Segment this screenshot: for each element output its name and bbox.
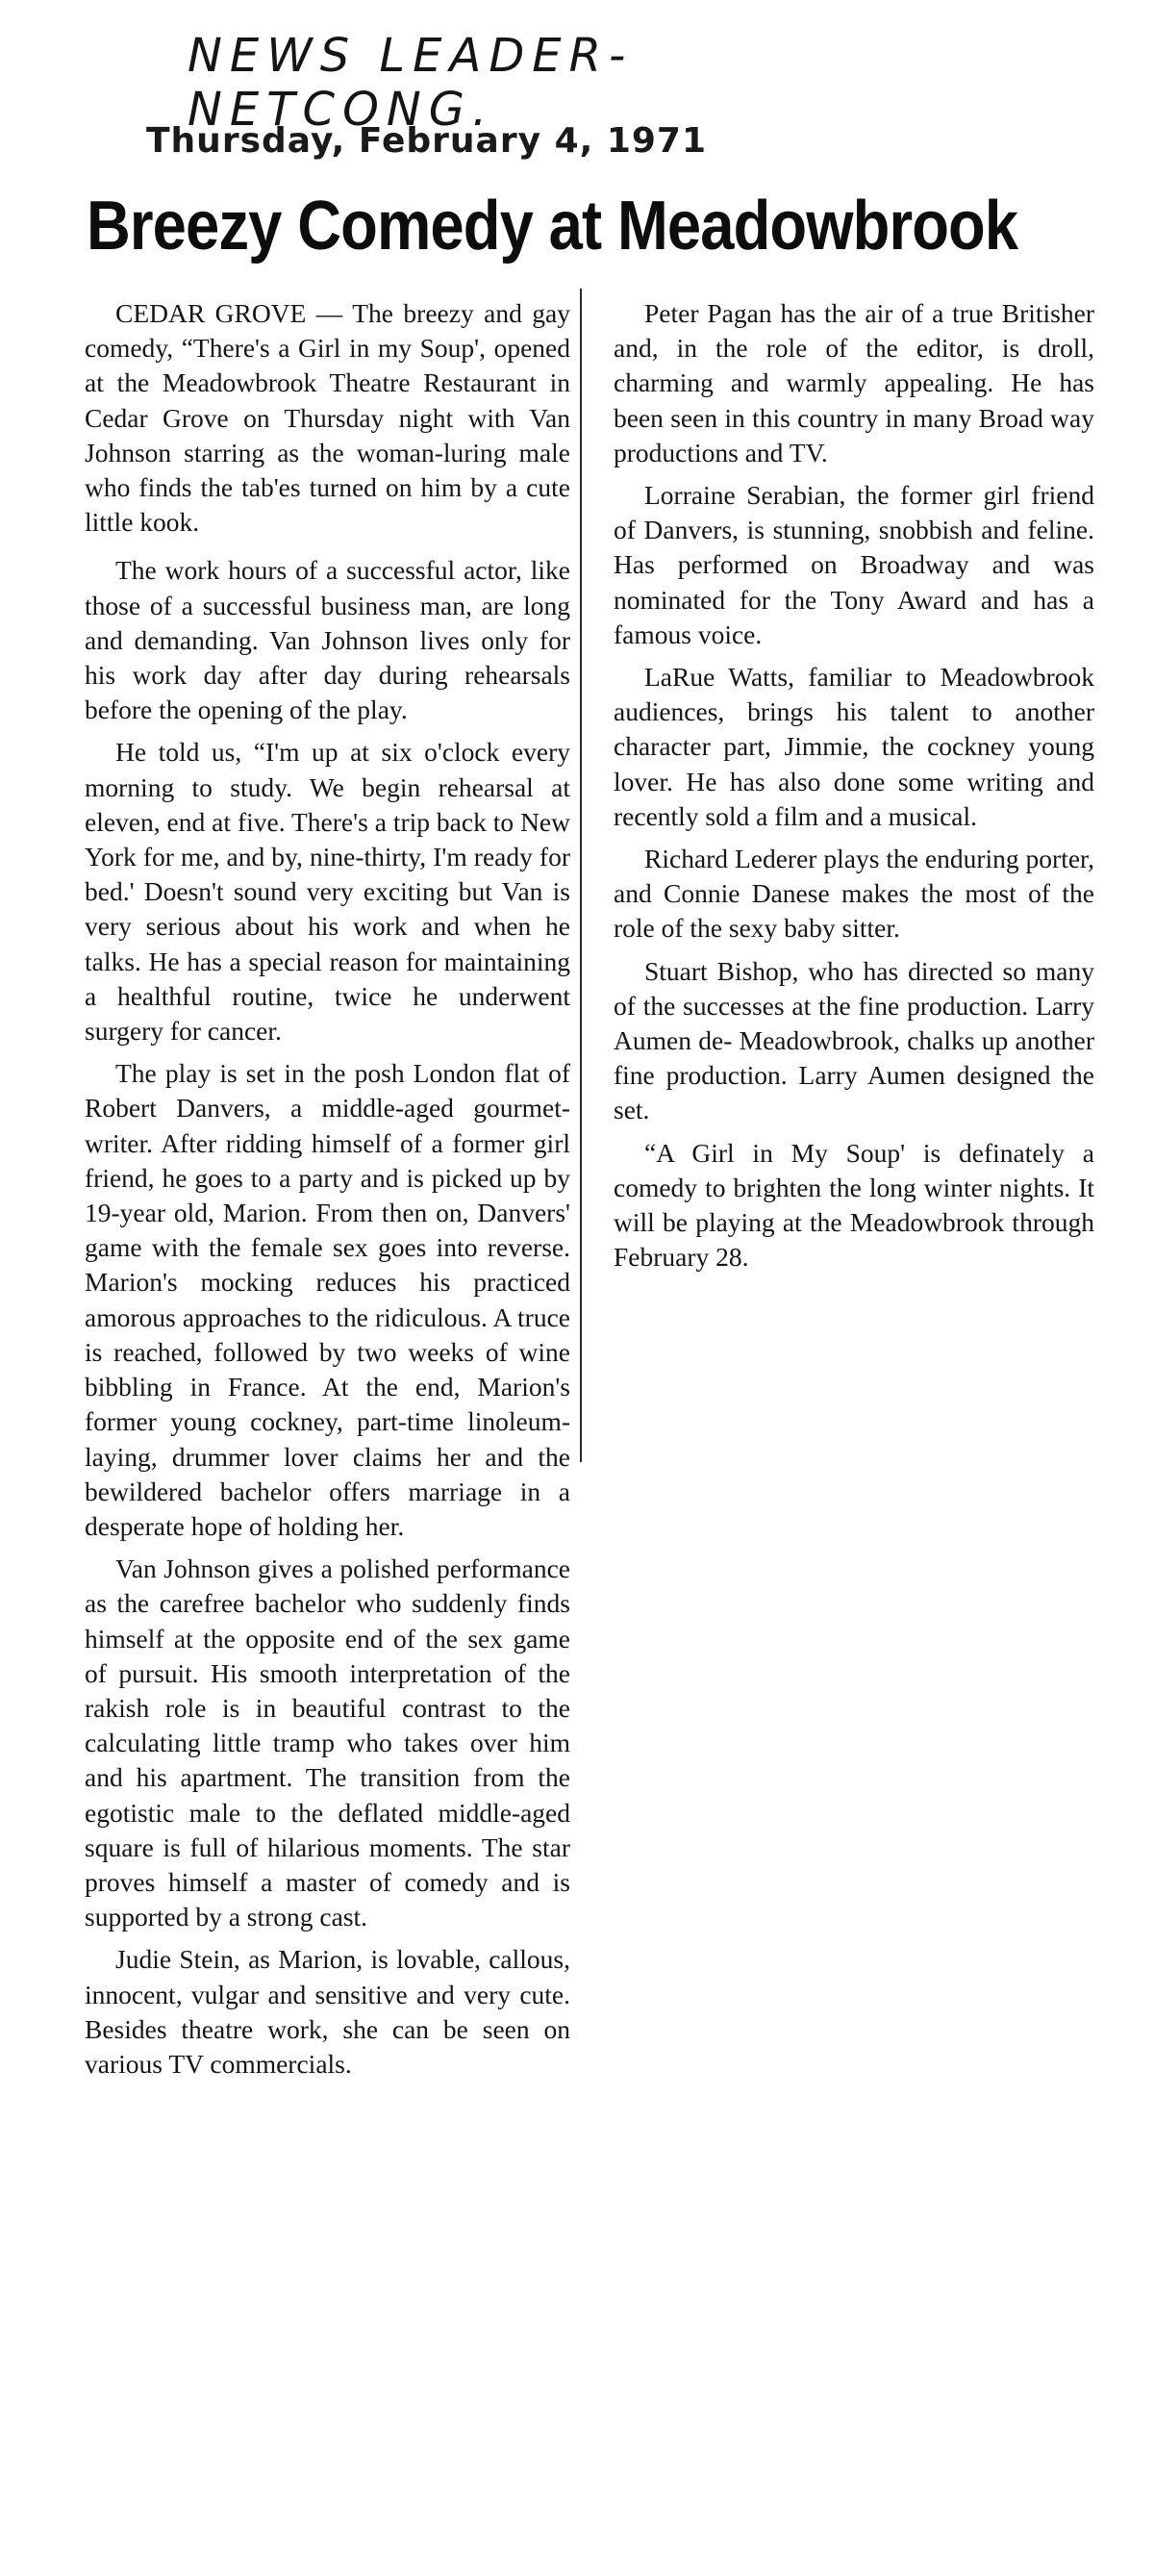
paragraph: Peter Pagan has the air of a true Britisher and, in the role of the editor, is droll, charming and warmly appealing. He has been seen in this country in many Broad way productions and TV. <box>614 298 1094 467</box>
publication-date: Thursday, February 4, 1971 <box>146 121 708 161</box>
paragraph: Richard Lederer plays the enduring porter, and Connie Danese makes the most of the role of the sexy baby sitter. <box>614 844 1094 944</box>
paragraph: The play is set in the posh London flat of Robert Danvers, a middle-aged gourmet-writer. After ridding himself of a former girl friend, he goes to a party and is picked up by 19-year old, Marion. From then on, Danvers' game with the female sex goes into reverse. Marion's mocking reduces his practiced amorous approaches to the ridiculous. A truce is reached, followed by two weeks of wine bibbling in France. At the end, Marion's former young cockney, part-time linoleum-laying, drummer lover claims her and the bewildered bachelor offers marriage in a desperate hope of holding her. <box>85 1058 570 1541</box>
handwritten-source-note <box>188 29 918 137</box>
paragraph: The work hours of a successful actor, like those of a successful business man, are long and demanding. Van Johnson lives only for his work day after day during rehearsals before the opening of the play. <box>85 555 570 725</box>
article-left-column <box>85 296 570 2089</box>
paragraph: Lorraine Serabian, the former girl friend of Danvers, is stunning, snobbish and feline. Has performed on Broadway and was nominated for the Tony Award and has a famous voice. <box>614 480 1094 649</box>
handwritten-note-text: NEWS LEADER- NETCONG. <box>188 29 634 137</box>
paragraph: “A Girl in My Soup' is definately a comedy to brighten the long winter nights. It will be playing at the Meadowbrook through February 28. <box>614 1137 1094 1273</box>
headline: Breezy Comedy at Meadowbrook <box>87 188 1018 265</box>
paragraph: Van Johnson gives a polished performance as the carefree bachelor who suddenly finds himself at the opposite end of the sex game of pursuit. His smooth interpretation of the rakish role is in beautiful contrast to the calculating little tramp who takes over him and his apartment. The transition from the egotistic male to the deflated middle-aged square is full of hilarious moments. The star proves himself a master of comedy and is supported by a strong cast. <box>85 1553 570 1932</box>
paragraph: Stuart Bishop, who has directed so many of the successes at the fine production. Larry Aumen de- Meadowbrook, chalks up another fine production. Larry Aumen designed the set. <box>614 955 1094 1125</box>
paragraph: CEDAR GROVE — The breezy and gay comedy, “There's a Girl in my Soup', opened at the Meadowbrook Theatre Restaurant in Cedar Grove on Thursday night with Van Johnson starring as the woman-luring male who finds the tab'es turned on him by a cute little kook. <box>85 298 570 538</box>
column-divider <box>580 289 582 1462</box>
paragraph: LaRue Watts, familiar to Meadowbrook audiences, brings his talent to another character part, Jimmie, the cockney young lover. He has also done some writing and recently sold a film and a musical. <box>614 662 1094 831</box>
paragraph: Judie Stein, as Marion, is lovable, callous, innocent, vulgar and sensitive and very cute. Besides theatre work, she can be seen on various TV commercials. <box>85 1944 570 2079</box>
paragraph: He told us, “I'm up at six o'clock every morning to study. We begin rehearsal at eleven, end at five. There's a trip back to New York for me, and by, nine-thirty, I'm ready for bed.' Doesn't sound very exciting but Van is very serious about his work and when he talks. He has a special reason for maintaining a healthful routine, twice he underwent surgery for cancer. <box>85 737 570 1047</box>
article-right-column <box>614 296 1094 1282</box>
